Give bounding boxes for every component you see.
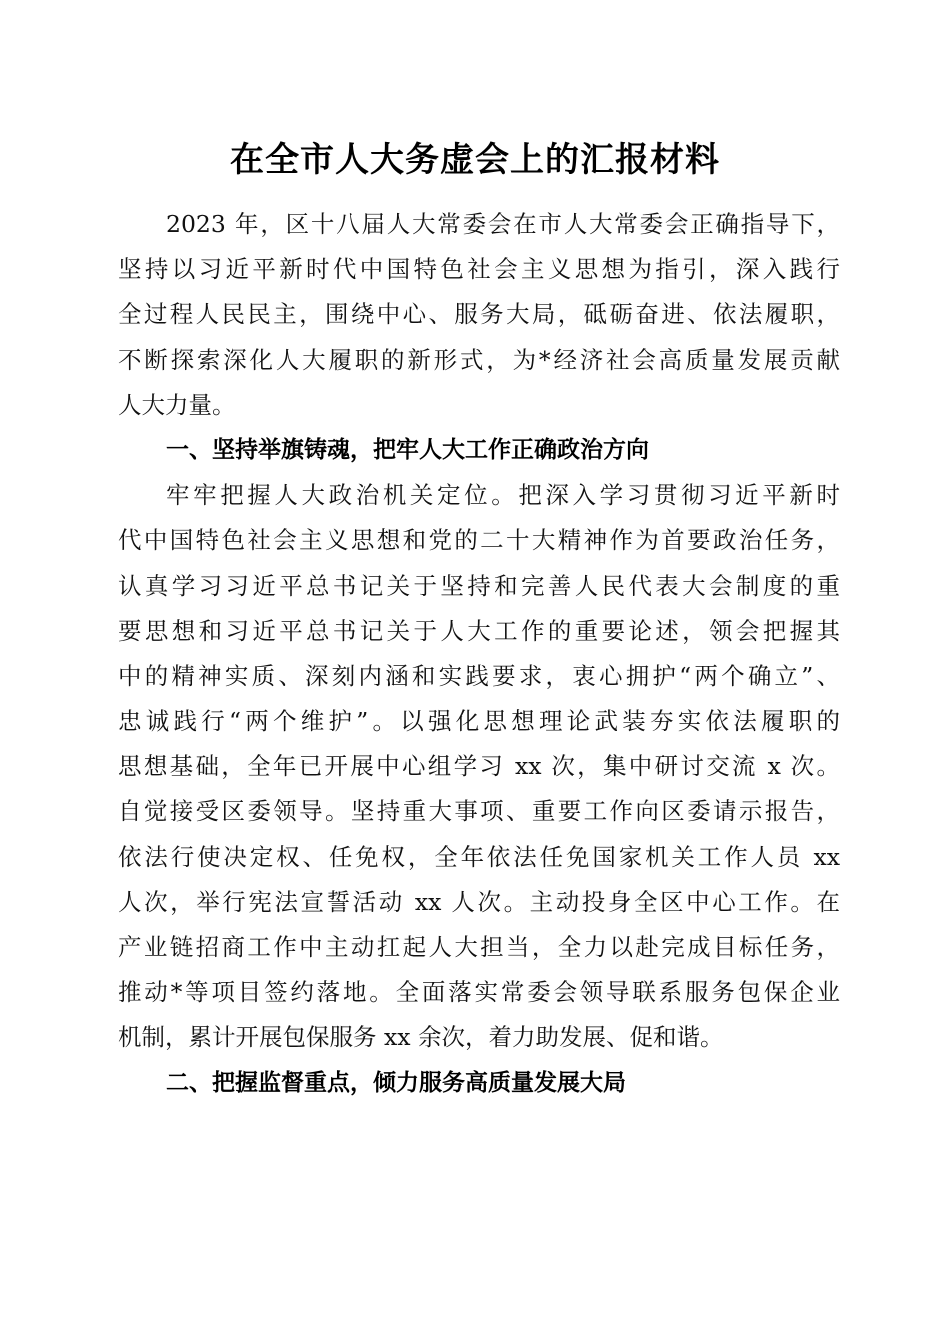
intro-paragraph-line: 人大力量。 [118,390,236,419]
section1-paragraph-line: 机制，累计开展包保服务 xx 余次，着力助发展、促和谐。 [118,1023,724,1052]
section1-paragraph-line: 牢牢把握人大政治机关定位。把深入学习贯彻习近平新时 [166,481,840,510]
section1-paragraph-line: 认真学习习近平总书记关于坚持和完善人民代表大会制度的重 [118,571,840,600]
section1-paragraph-line: 思想基础，全年已开展中心组学习 xx 次，集中研讨交流 x 次。 [118,752,840,781]
intro-paragraph-line: 坚持以习近平新时代中国特色社会主义思想为指引，深入践行 [118,255,840,284]
section1-paragraph-line: 忠诚践行“两个维护”。以强化思想理论武装夯实依法履职的 [118,707,840,736]
section1-paragraph-line: 中的精神实质、深刻内涵和实践要求，衷心拥护“两个确立”、 [118,661,840,690]
section1-paragraph-line: 推动*等项目签约落地。全面落实常委会领导联系服务包保企业 [118,978,840,1007]
section1-paragraph-line: 代中国特色社会主义思想和党的二十大精神作为首要政治任务， [118,526,840,555]
section1-paragraph-line: 自觉接受区委领导。坚持重大事项、重要工作向区委请示报告， [118,797,840,826]
section1-paragraph-line: 产业链招商工作中主动扛起人大担当，全力以赴完成目标任务， [118,933,840,961]
document-title: 在全市人大务虚会上的汇报材料 [230,140,720,180]
section-heading-2: 二、把握监督重点，倾力服务高质量发展大局 [166,1069,626,1096]
intro-paragraph-line: 2023 年，区十八届人大常委会在市人大常委会正确指导下， [166,210,840,238]
section1-paragraph-line: 依法行使决定权、任免权，全年依法任免国家机关工作人员 xx [118,842,840,871]
section1-paragraph-line: 人次，举行宪法宣誓活动 xx 人次。主动投身全区中心工作。在 [118,887,840,916]
intro-paragraph-line: 全过程人民民主，围绕中心、服务大局，砥砺奋进、依法履职， [118,300,840,329]
document-body [118,202,840,1106]
intro-paragraph-line: 不断探索深化人大履职的新形式，为*经济社会高质量发展贡献 [118,345,840,374]
section1-paragraph-line: 要思想和习近平总书记关于人大工作的重要论述，领会把握其 [118,616,840,645]
section-heading-1: 一、坚持举旗铸魂，把牢人大工作正确政治方向 [166,436,649,463]
